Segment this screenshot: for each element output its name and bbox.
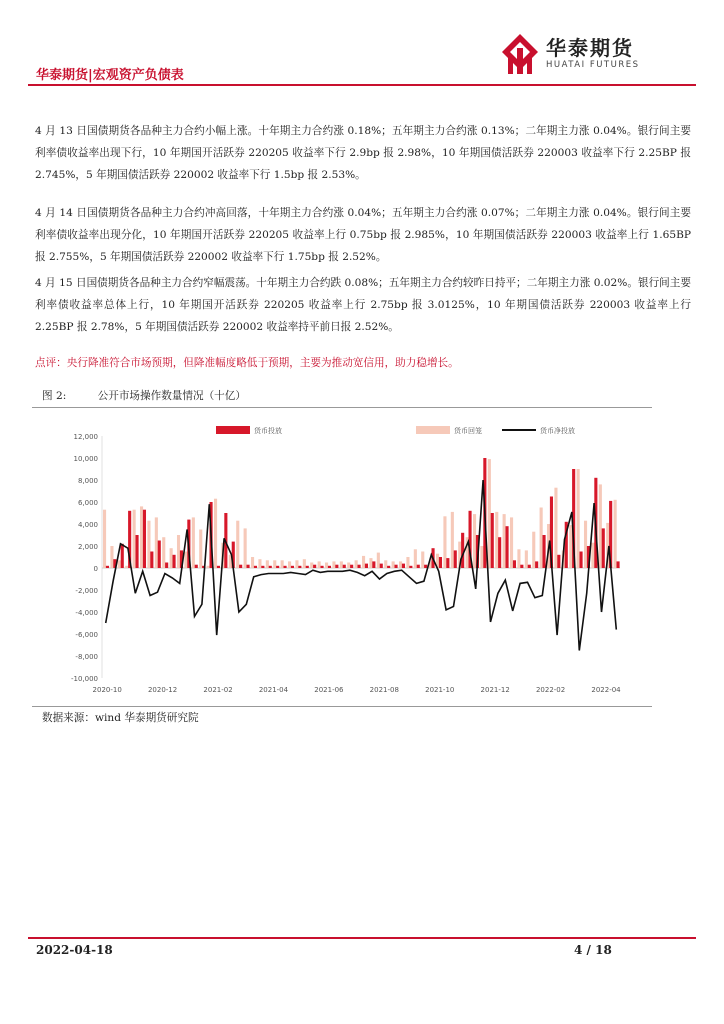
injection-bar — [343, 565, 346, 568]
paragraph-text: 4 月 14 日国债期货各品种主力合约冲高回落，十年期主力合约涨 0.04%；五年期主力合约涨 0.07%；二年期主力涨 0.04%。银行间主要利率债收益率出现分化，10 年期国开活跃券 220205 收益率上行 0.75bp 报 2.985%，10 年期国债活跃券 220003 收益率上行 1.65BP 报 2.755%，5 年期国债活跃券 220002 收益率下行 1.75bp 报 2.52%。 — [35, 207, 691, 263]
injection-bar — [454, 550, 457, 568]
figure-top-rule — [32, 407, 652, 408]
injection-bar — [350, 565, 353, 568]
withdrawal-bar — [355, 560, 358, 568]
withdrawal-bar — [569, 525, 572, 568]
injection-bar — [402, 564, 405, 568]
withdrawal-bar — [532, 532, 535, 568]
legend-label: 货币净投放 — [540, 427, 575, 435]
y-tick-label: 10,000 — [73, 455, 98, 463]
legend-label: 货币投放 — [254, 427, 282, 435]
injection-bar — [557, 555, 560, 568]
withdrawal-bar — [421, 552, 424, 569]
withdrawal-bar — [273, 560, 276, 568]
injection-bar — [121, 544, 124, 568]
withdrawal-bar — [340, 561, 343, 568]
withdrawal-bar — [170, 548, 173, 568]
x-tick-label: 2022-04 — [591, 686, 621, 694]
injection-bar — [328, 566, 331, 568]
injection-bar — [239, 565, 242, 568]
withdrawal-bar — [214, 499, 217, 568]
comment — [35, 352, 691, 374]
x-tick-label: 2021-06 — [314, 686, 344, 694]
y-tick-label: 6,000 — [77, 499, 98, 507]
injection-bar — [335, 565, 338, 568]
withdrawal-bar — [147, 521, 150, 568]
injection-bar — [520, 565, 523, 568]
injection-bar — [417, 565, 420, 568]
withdrawal-bar — [332, 561, 335, 568]
injection-bar — [150, 552, 153, 569]
withdrawal-bar — [140, 506, 143, 568]
injection-bar — [602, 528, 605, 568]
withdrawal-bar — [325, 563, 328, 569]
withdrawal-bar — [392, 561, 395, 568]
paragraph-apr13 — [35, 120, 691, 186]
y-tick-label: 4,000 — [77, 521, 98, 529]
injection-bar — [321, 566, 324, 568]
injection-bar — [580, 552, 583, 569]
injection-bar — [617, 561, 620, 568]
injection-bar — [498, 537, 501, 568]
withdrawal-bar — [510, 517, 513, 568]
injection-bar — [358, 565, 361, 568]
withdrawal-bar — [584, 521, 587, 568]
withdrawal-bar — [554, 488, 557, 568]
x-tick-label: 2021-04 — [258, 686, 289, 694]
withdrawal-bar — [591, 543, 594, 568]
header-divider — [28, 84, 696, 86]
injection-bar — [380, 564, 383, 568]
withdrawal-bar — [266, 560, 269, 568]
open-market-chart — [36, 418, 628, 704]
paragraph-text: 4 月 13 日国债期货各品种主力合约小幅上涨。十年期主力合约涨 0.18%；五年期主力合约涨 0.13%；二年期主力涨 0.04%。银行间主要利率债收益率出现下行，10 年期国开活跃券 220205 收益率下行 2.9bp 报 2.98%，10 年期国债活跃券 220003 收益率下行 2.25BP 报 2.745%，5 年期国债活跃券 220002 收益率下行 1.5bp 报 2.53%。 — [35, 125, 691, 181]
paragraph-apr15 — [35, 272, 691, 338]
x-tick-label: 2021-10 — [425, 686, 455, 694]
withdrawal-bar — [503, 514, 506, 568]
data-source: 数据来源：wind 华泰期货研究院 — [42, 712, 199, 724]
injection-bar — [158, 541, 161, 569]
footer-date: 2022-04-18 — [36, 943, 113, 957]
withdrawal-bar — [362, 556, 365, 568]
x-tick-label: 2021-02 — [203, 686, 233, 694]
injection-bar — [195, 565, 198, 568]
injection-bar — [387, 566, 390, 568]
page-number: 4 / 18 — [574, 943, 612, 957]
injection-bar — [424, 565, 427, 568]
withdrawal-bar — [258, 559, 261, 568]
withdrawal-bar — [614, 500, 617, 568]
injection-bar — [143, 510, 146, 568]
huatai-logo-icon — [500, 32, 540, 76]
withdrawal-bar — [384, 560, 387, 568]
y-tick-label: -10,000 — [70, 675, 98, 683]
figure-caption — [42, 388, 274, 403]
injection-bar — [136, 535, 139, 568]
injection-bar — [491, 513, 494, 568]
injection-bar — [372, 561, 375, 568]
y-tick-label: 2,000 — [77, 543, 98, 551]
withdrawal-bar — [110, 546, 113, 568]
withdrawal-bar — [103, 510, 106, 568]
x-tick-label: 2021-08 — [369, 686, 399, 694]
injection-bar — [165, 563, 168, 569]
withdrawal-bar — [236, 521, 239, 568]
paragraph-apr14 — [35, 202, 691, 268]
paragraph-text: 4 月 15 日国债期货各品种主力合约窄幅震荡。十年期主力合约跌 0.08%；五年期主力合约较昨日持平；二年期主力涨 0.02%。银行间主要利率债收益率总体上行，10 年期国开活跃券 220205 收益率上行 2.75bp 报 3.0125%，10 年期国债活跃券 220003 收益率上行 2.25BP 报 2.78%，5 年期国债活跃券 220002 收益率持平前日报 2.52%。 — [35, 277, 691, 333]
company-logo — [500, 32, 670, 76]
withdrawal-bar — [406, 557, 409, 568]
withdrawal-bar — [199, 530, 202, 569]
comment-text: 点评：央行降准符合市场预期，但降准幅度略低于预期，主要为推动宽信用，助力稳增长。 — [35, 357, 459, 369]
x-tick-label: 2020-10 — [92, 686, 122, 694]
injection-bar — [313, 565, 316, 568]
injection-bar — [254, 566, 257, 568]
y-tick-label: 0 — [93, 565, 98, 573]
header-title: 华泰期货|宏观资产负债表 — [36, 68, 184, 83]
withdrawal-bar — [295, 560, 298, 568]
withdrawal-bar — [480, 546, 483, 568]
x-tick-label: 2021-12 — [480, 686, 510, 694]
figure-bottom-rule — [32, 706, 652, 707]
withdrawal-bar — [369, 558, 372, 568]
injection-bar — [298, 566, 301, 568]
withdrawal-bar — [525, 550, 528, 568]
withdrawal-bar — [473, 514, 476, 568]
withdrawal-bar — [288, 561, 291, 568]
withdrawal-bar — [155, 517, 158, 568]
injection-bar — [217, 566, 220, 568]
injection-bar — [513, 560, 516, 568]
logo-text-en: HUATAI FUTURES — [546, 60, 640, 70]
injection-bar — [365, 564, 368, 568]
withdrawal-bar — [133, 510, 136, 568]
withdrawal-bar — [318, 561, 321, 568]
withdrawal-bar — [303, 559, 306, 568]
figure-title: 公开市场操作数量情况（十亿） — [97, 390, 246, 402]
withdrawal-bar — [184, 552, 187, 569]
withdrawal-bar — [347, 563, 350, 569]
withdrawal-bar — [177, 535, 180, 568]
withdrawal-bar — [451, 512, 454, 568]
y-tick-label: 12,000 — [73, 433, 98, 441]
y-tick-label: -2,000 — [75, 587, 98, 595]
logo-text-cn: 华泰期货 — [546, 36, 634, 60]
injection-bar — [446, 558, 449, 568]
injection-bar — [439, 557, 442, 568]
injection-bar — [173, 555, 176, 568]
injection-bar — [291, 566, 294, 568]
withdrawal-bar — [495, 512, 498, 568]
injection-bar — [535, 561, 538, 568]
withdrawal-bar — [540, 508, 543, 569]
injection-bar — [506, 526, 509, 568]
withdrawal-bar — [577, 469, 580, 568]
x-tick-label: 2022-02 — [535, 686, 566, 694]
withdrawal-bar — [251, 557, 254, 568]
injection-bar — [106, 566, 109, 568]
withdrawal-bar — [414, 549, 417, 568]
legend-label: 货币回笼 — [454, 427, 482, 435]
withdrawal-bar — [399, 561, 402, 568]
withdrawal-bar — [125, 566, 128, 568]
withdrawal-bar — [162, 537, 165, 568]
injection-bar — [247, 565, 250, 568]
withdrawal-bar — [244, 528, 247, 568]
withdrawal-bar — [517, 549, 520, 568]
withdrawal-bar — [377, 553, 380, 568]
withdrawal-bar — [310, 563, 313, 569]
withdrawal-bar — [443, 516, 446, 568]
injection-bar — [528, 565, 531, 568]
y-tick-label: -8,000 — [75, 653, 98, 661]
injection-bar — [395, 565, 398, 568]
injection-bar — [543, 535, 546, 568]
withdrawal-bar — [192, 517, 195, 568]
injection-bar — [284, 566, 287, 568]
x-tick-label: 2020-12 — [147, 686, 178, 694]
withdrawal-bar — [118, 560, 121, 568]
injection-bar — [306, 566, 309, 568]
injection-bar — [276, 566, 279, 568]
injection-bar — [409, 566, 412, 568]
withdrawal-bar — [488, 459, 491, 568]
legend-swatch — [216, 426, 250, 434]
y-tick-label: -6,000 — [75, 631, 98, 639]
footer-divider — [28, 937, 696, 939]
withdrawal-bar — [281, 560, 284, 568]
injection-bar — [261, 566, 264, 568]
withdrawal-bar — [207, 566, 210, 568]
figure-label: 图 2: — [42, 390, 67, 402]
withdrawal-bar — [599, 484, 602, 568]
legend-swatch — [416, 426, 450, 434]
y-tick-label: 8,000 — [77, 477, 98, 485]
y-tick-label: -4,000 — [75, 609, 98, 617]
injection-bar — [269, 566, 272, 568]
